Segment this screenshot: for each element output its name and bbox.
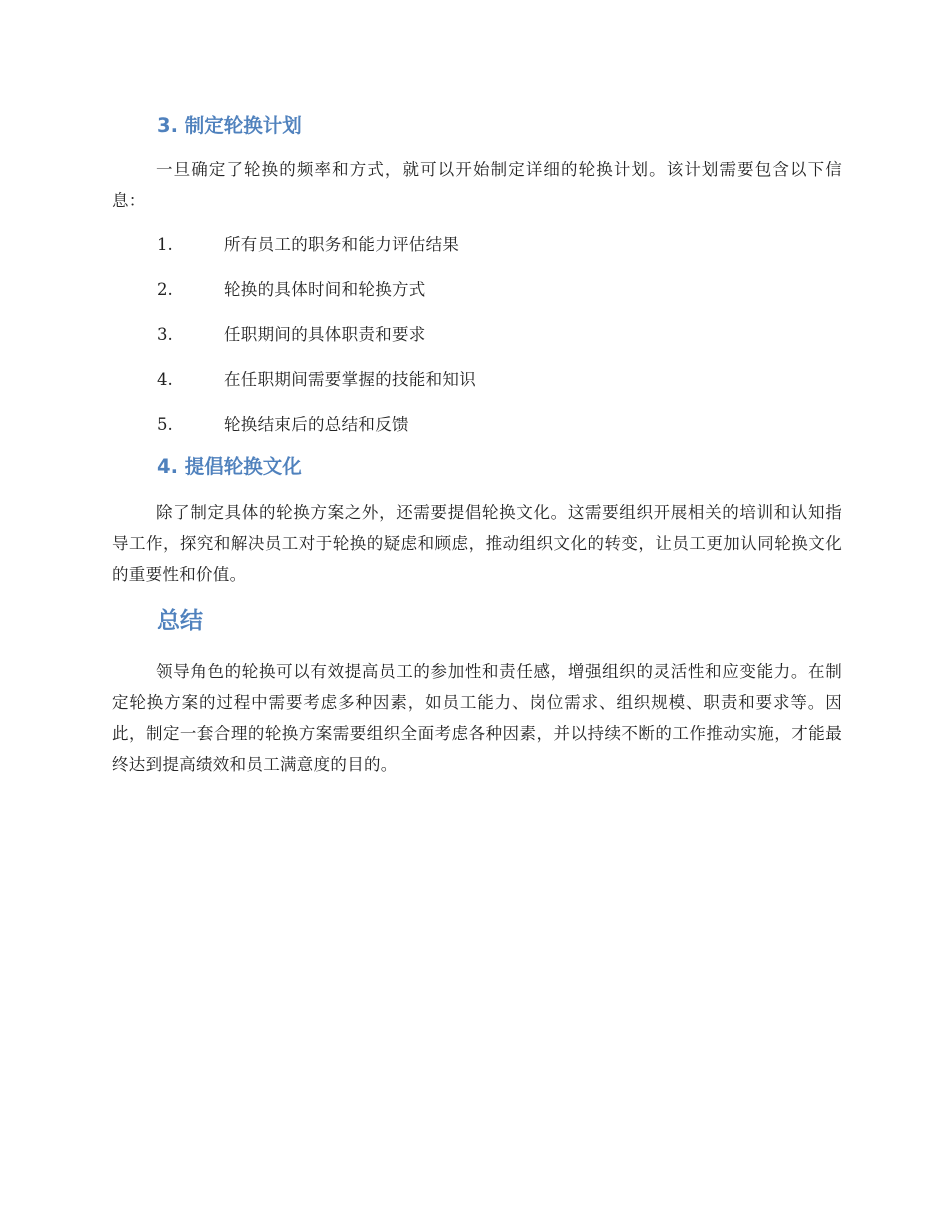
list-item-number: 5. <box>157 415 173 434</box>
summary-body: 领导角色的轮换可以有效提高员工的参加性和责任感，增强组织的灵活性和应变能力。在制定轮换方案的过程中需要考虑多种因素，如员工能力、岗位需求、组织规模、职责和要求等。因此，制定一套合理的轮换方案需要组织全面考虑各种因素，并以持续不断的工作推动实施，才能最终达到提高绩效和员工满意度的目的。 <box>112 662 842 774</box>
list-item-number: 4. <box>157 370 173 389</box>
section-4-heading: 4. 提倡轮换文化 <box>157 455 302 478</box>
section-3-intro: 一旦确定了轮换的频率和方式，就可以开始制定详细的轮换计划。该计划需要包含以下信息： <box>112 160 842 210</box>
section-4-body: 除了制定具体的轮换方案之外，还需要提倡轮换文化。这需要组织开展相关的培训和认知指导工作，探究和解决员工对于轮换的疑虑和顾虑，推动组织文化的转变，让员工更加认同轮换文化的重要性和价值。 <box>112 503 842 584</box>
list-item <box>112 357 842 402</box>
document-content <box>112 108 842 780</box>
list-item-text: 在任职期间需要掌握的技能和知识 <box>224 370 476 389</box>
list-item-text: 所有员工的职务和能力评估结果 <box>224 235 460 254</box>
list-item-number: 1. <box>157 235 173 254</box>
list-item <box>112 402 842 447</box>
list-item <box>112 267 842 312</box>
section-3-heading: 3. 制定轮换计划 <box>157 114 302 137</box>
list-item-number: 2. <box>157 280 173 299</box>
rotation-plan-list <box>112 222 842 447</box>
list-item-text: 轮换的具体时间和轮换方式 <box>224 280 426 299</box>
list-item <box>112 222 842 267</box>
summary-heading: 总结 <box>157 608 203 634</box>
list-item-text: 轮换结束后的总结和反馈 <box>224 415 409 434</box>
list-item <box>112 312 842 357</box>
list-item-number: 3. <box>157 325 173 344</box>
list-item-text: 任职期间的具体职责和要求 <box>224 325 426 344</box>
